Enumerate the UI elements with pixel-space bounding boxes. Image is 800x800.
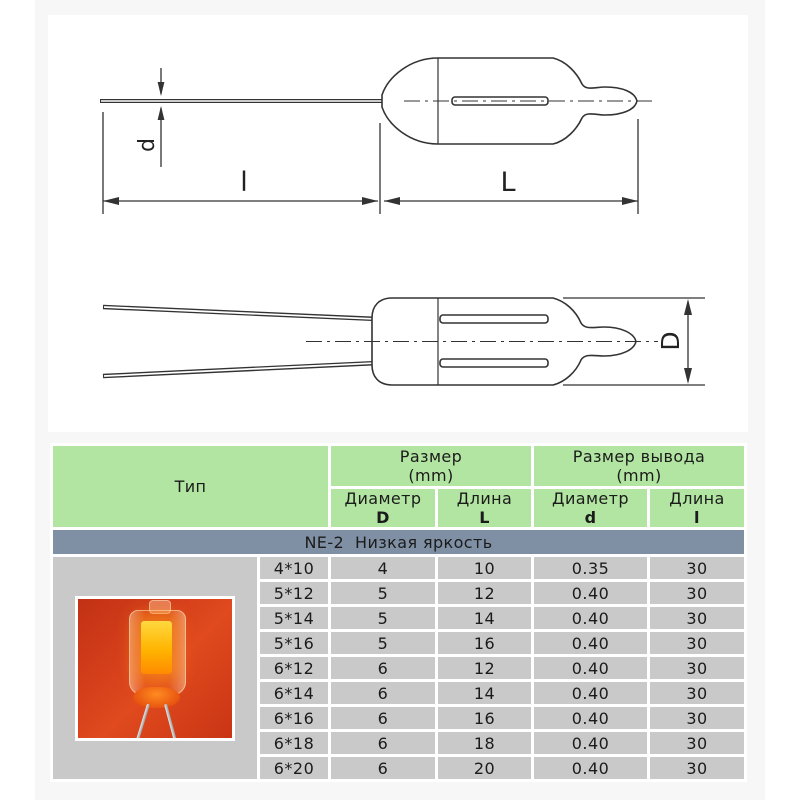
spec-cell: 18 xyxy=(438,732,531,754)
spec-cell: 0.40 xyxy=(534,632,647,654)
header-group-lead-size xyxy=(534,446,744,486)
spec-cell: 12 xyxy=(438,582,531,604)
spec-cell: 16 xyxy=(438,632,531,654)
spec-cell: 5*14 xyxy=(260,607,328,629)
spec-cell: 4 xyxy=(331,557,435,579)
spec-cell: 30 xyxy=(650,582,744,604)
spec-cell: 30 xyxy=(650,632,744,654)
bulb-base xyxy=(133,687,179,708)
spec-cell: 5*16 xyxy=(260,632,328,654)
spec-cell: 5 xyxy=(331,607,435,629)
spec-cell: 4*10 xyxy=(260,557,328,579)
spec-cell: 0.40 xyxy=(534,682,647,704)
electrode-bottom-bar xyxy=(440,359,548,367)
spec-cell: 16 xyxy=(438,707,531,729)
spec-cell: 5 xyxy=(331,582,435,604)
spec-cell: 6*18 xyxy=(260,732,328,754)
subheader-length-L: Длина L xyxy=(438,489,531,527)
label-d: d xyxy=(135,138,160,152)
spec-table-body xyxy=(53,557,744,779)
spec-cell: 20 xyxy=(438,757,531,779)
lead-wire-right xyxy=(164,704,179,738)
spec-cell: 6 xyxy=(331,657,435,679)
spec-cell: 6 xyxy=(331,757,435,779)
subheader-length-l: Длина l xyxy=(650,489,744,527)
spec-cell: 0.40 xyxy=(534,707,647,729)
spec-cell: 5 xyxy=(331,632,435,654)
spec-cell: 30 xyxy=(650,657,744,679)
spec-cell: 6*14 xyxy=(260,682,328,704)
spec-cell: 0.40 xyxy=(534,732,647,754)
group-lead-label: Размер вывода xyxy=(572,447,706,466)
neon-glow xyxy=(141,621,172,674)
lamp-photo-cell xyxy=(53,557,257,779)
spec-cell: 30 xyxy=(650,757,744,779)
dimension-diagram xyxy=(48,15,748,432)
spec-table xyxy=(50,443,747,782)
lead-wire-left xyxy=(134,704,151,738)
header-type: Тип xyxy=(53,446,328,527)
label-D: D xyxy=(656,331,685,351)
table-row xyxy=(53,557,744,579)
spec-cell: 10 xyxy=(438,557,531,579)
lamp-photo-background xyxy=(78,599,232,738)
spec-cell: 5*12 xyxy=(260,582,328,604)
diagram-panel xyxy=(48,15,748,432)
spec-cell: 30 xyxy=(650,607,744,629)
group-size-unit: (mm) xyxy=(408,466,454,485)
spec-cell: 30 xyxy=(650,557,744,579)
spec-cell: 6*16 xyxy=(260,707,328,729)
dimension-d xyxy=(135,68,164,167)
spec-cell: 30 xyxy=(650,707,744,729)
group-lead-unit: (mm) xyxy=(616,466,662,485)
spec-cell: 0.40 xyxy=(534,607,647,629)
spec-cell: 12 xyxy=(438,657,531,679)
spec-cell: 6*12 xyxy=(260,657,328,679)
spec-cell: 6*20 xyxy=(260,757,328,779)
spec-cell: 6 xyxy=(331,682,435,704)
spec-cell: 14 xyxy=(438,682,531,704)
label-l: l xyxy=(240,167,248,198)
group-size-label: Размер xyxy=(399,447,463,466)
spec-cell: 14 xyxy=(438,607,531,629)
header-group-size xyxy=(331,446,531,486)
subheader-diameter-D: Диаметр D xyxy=(331,489,435,527)
electrode-top-bar xyxy=(440,315,548,323)
spec-cell: 0.40 xyxy=(534,757,647,779)
spec-cell: 6 xyxy=(331,707,435,729)
subheader-diameter-d: Диаметр d xyxy=(534,489,647,527)
series-row: NE-2 Низкая яркость xyxy=(53,530,744,554)
spec-cell: 6 xyxy=(331,732,435,754)
lamp-photo xyxy=(75,596,235,741)
spec-cell: 0.40 xyxy=(534,582,647,604)
content-band xyxy=(35,0,765,800)
label-L: L xyxy=(500,167,516,198)
spec-cell: 0.40 xyxy=(534,657,647,679)
spec-cell: 0.35 xyxy=(534,557,647,579)
spec-cell: 30 xyxy=(650,732,744,754)
spec-cell: 30 xyxy=(650,682,744,704)
